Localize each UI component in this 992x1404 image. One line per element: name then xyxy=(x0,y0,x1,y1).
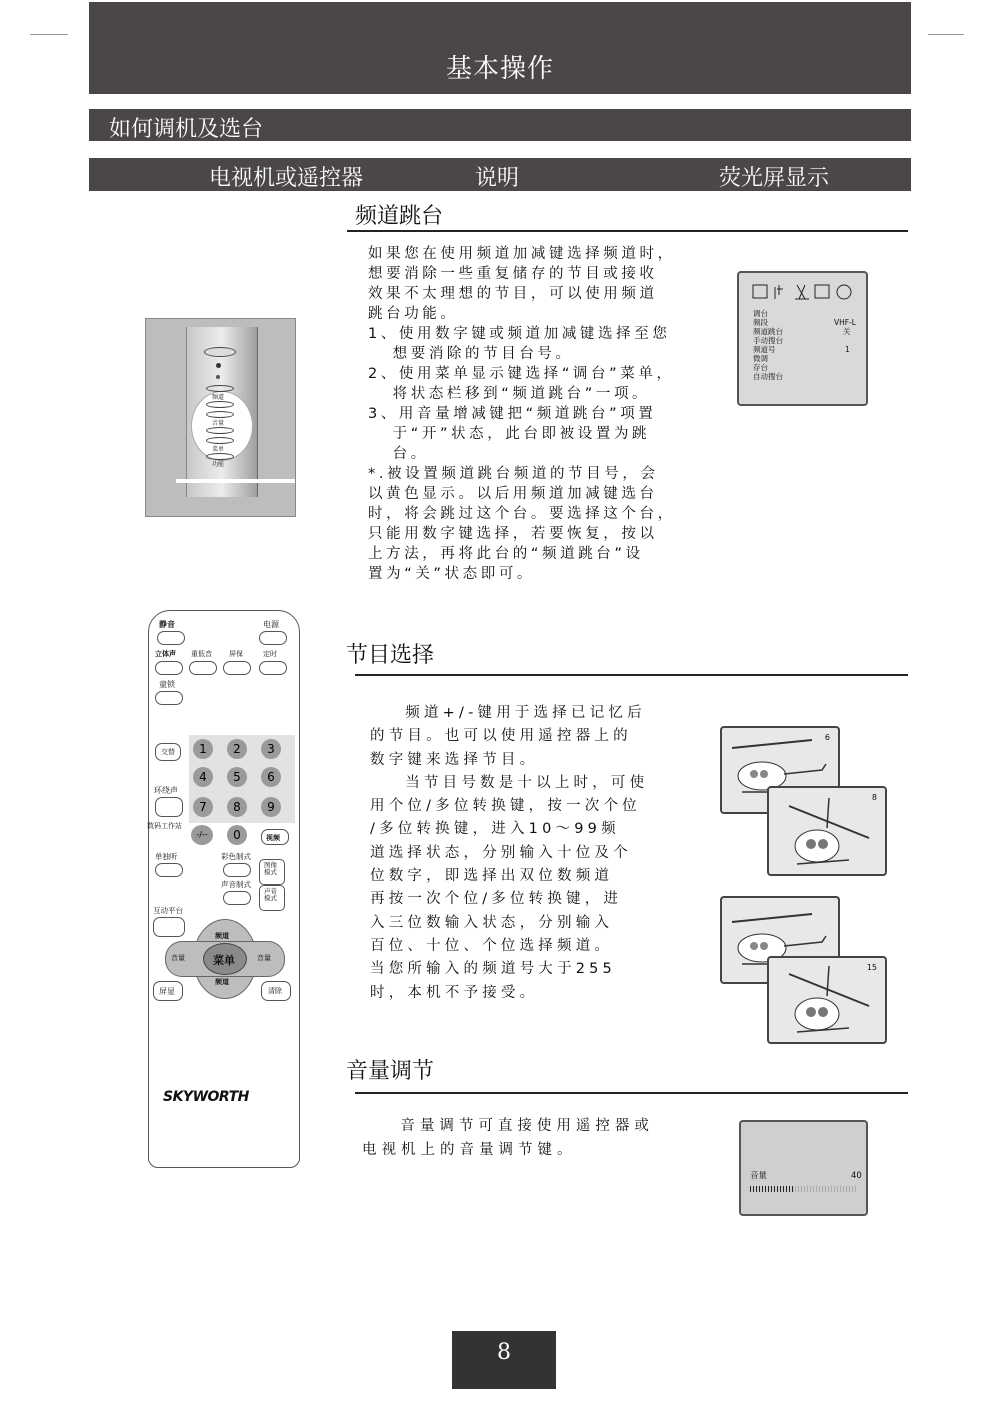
channel-up-button[interactable]: 频道 xyxy=(215,932,229,940)
mute-label: 静音 xyxy=(159,620,175,629)
tuning-menu-osd xyxy=(737,271,868,406)
channel-skip-title: 频道跳台 xyxy=(355,204,444,229)
channel-number: 6 xyxy=(824,733,830,742)
digit-9-button[interactable]: 9 xyxy=(261,797,281,817)
remote-control xyxy=(148,610,300,1168)
clock-icon xyxy=(837,285,851,299)
channel-down-button[interactable]: 频道 xyxy=(215,978,229,986)
color-system-button[interactable] xyxy=(223,863,251,877)
digit-6-button[interactable]: 6 xyxy=(261,767,281,787)
surround-button[interactable] xyxy=(155,797,183,817)
display-button[interactable] xyxy=(153,981,183,1001)
bass-label: 重低音 xyxy=(191,650,212,658)
crop-mark-right xyxy=(928,34,964,35)
section-title: 如何调机及选台 xyxy=(109,117,264,142)
digit-5-button[interactable]: 5 xyxy=(227,767,247,787)
tv-icon xyxy=(753,285,767,298)
picture-icon xyxy=(815,285,829,298)
helicopter-image xyxy=(769,788,885,874)
channel-number: 8 xyxy=(871,793,877,802)
timer-button[interactable] xyxy=(259,661,287,675)
program-select-rule xyxy=(355,674,908,676)
crop-mark-left xyxy=(30,34,68,35)
column-header-description: 说明 xyxy=(475,166,520,191)
column-header-device: 电视机或遥控器 xyxy=(209,166,364,191)
display-label: 屏显 xyxy=(159,987,175,996)
panel-label-function: 功能 xyxy=(212,461,225,468)
digit-7-button[interactable]: 7 xyxy=(193,797,213,817)
channel-skip-rule xyxy=(347,230,908,232)
picture-mode-label: 图像模式 xyxy=(264,861,277,876)
child-lock-label: 童锁 xyxy=(159,680,175,689)
digit-8-button[interactable]: 8 xyxy=(227,797,247,817)
osd-menu-item: 频道号 xyxy=(753,345,776,354)
osd-icon-row xyxy=(751,281,856,303)
swap-button[interactable] xyxy=(155,743,181,761)
volume-down-button[interactable]: 音量 xyxy=(171,954,185,962)
stereo-label: 立体声 xyxy=(155,650,176,658)
power-label: 电源 xyxy=(263,620,279,629)
volume-title: 音量调节 xyxy=(346,1059,435,1084)
sound-mode-label: 声音模式 xyxy=(264,887,277,902)
video-button[interactable] xyxy=(261,829,289,845)
digit-2-button[interactable]: 2 xyxy=(227,739,247,759)
color-system-label: 彩色制式 xyxy=(221,852,251,861)
osd-menu-item: 调台 xyxy=(753,309,768,318)
osd-menu-item: 频段 xyxy=(753,318,768,327)
osd-menu-item: 频道跳台 xyxy=(753,327,783,336)
mute-button[interactable] xyxy=(157,631,185,645)
volume-level-fill xyxy=(750,1186,793,1192)
volume-up-button[interactable]: 音量 xyxy=(257,954,271,962)
stereo-button[interactable] xyxy=(155,661,183,675)
osd-band-value: VHF-L xyxy=(834,318,856,327)
page-title: 基本操作 xyxy=(445,54,554,84)
sound-system-button[interactable] xyxy=(223,891,251,905)
sound-icon xyxy=(775,285,783,299)
section-bar xyxy=(89,109,911,141)
panel-label-channel: 频道 xyxy=(212,394,225,401)
program-select-title: 节目选择 xyxy=(346,643,435,668)
single-listen-label: 单独听 xyxy=(155,852,178,861)
picture-mode-button[interactable] xyxy=(259,859,285,885)
page-number-box xyxy=(452,1331,556,1389)
timer-label: 定时 xyxy=(263,650,277,658)
digit-1-button[interactable]: 1 xyxy=(193,739,213,759)
swap-label: 交替 xyxy=(161,748,175,756)
panel-label-menu: 菜单 xyxy=(212,446,225,453)
column-header-bar xyxy=(89,158,911,191)
antenna-icon xyxy=(795,285,809,299)
screensaver-label: 屏保 xyxy=(229,650,243,658)
program-select-text: 频道+/-键用于选择已记忆后 的节目。也可以使用遥控器上的 数字键来选择节目。 当节目号数是十以上时，可使 用个位/多位转换键，按一次个位 /多位转换键，进入10～99频 道选择状态，分别输入十位及个 位数字，即选择出双位数频道 再按一次个位/多位转换键，进 入三位数输入状态，分别输入 百位、十位、个位选择频道。 当您所输入的频道号大于255 时，本机不予接受。 xyxy=(370,705,649,1001)
volume-osd xyxy=(739,1120,868,1216)
sound-mode-button[interactable] xyxy=(259,885,285,911)
osd-menu-item: 手动搜台 xyxy=(753,336,783,345)
volume-level-bar xyxy=(750,1186,858,1192)
child-lock-button[interactable] xyxy=(155,691,183,705)
osd-menu-item: 自动搜台 xyxy=(753,372,783,381)
digit-toggle-button[interactable]: -/-- xyxy=(191,825,213,845)
digital-station-label: 数码工作站 xyxy=(147,822,182,830)
osd-skip-value: 关 xyxy=(843,327,851,336)
digit-4-button[interactable]: 4 xyxy=(193,767,213,787)
volume-osd-value: 40 xyxy=(851,1171,862,1181)
osd-menu-item: 微调 xyxy=(753,354,768,363)
column-header-screen: 荧光屏显示 xyxy=(719,166,830,191)
menu-button[interactable]: 菜单 xyxy=(213,954,235,967)
bass-button[interactable] xyxy=(189,661,217,675)
tv-screen-15 xyxy=(767,956,887,1044)
screensaver-button[interactable] xyxy=(223,661,251,675)
tv-panel-illustration xyxy=(145,318,296,517)
title-bar xyxy=(89,2,911,94)
volume-rule xyxy=(355,1092,908,1094)
single-listen-button[interactable] xyxy=(155,863,183,877)
osd-channel-value: 1 xyxy=(845,345,850,354)
clear-button[interactable] xyxy=(261,981,291,1001)
sound-system-label: 声音制式 xyxy=(221,880,251,889)
tv-screen-8 xyxy=(767,786,887,876)
power-button[interactable] xyxy=(259,631,287,645)
channel-skip-text: 如果您在使用频道加减键选择频道时， 想要消除一些重复储存的节目或接收 效果不太理想的节目，可以使用频道 跳台功能。 1、使用数字键或频道加减键选择至您 想要消除的节目台号。 2、使用菜单显示键选择“调台”菜单， 将状态栏移到“频道跳台”一项。 3、用音量增减键把“频道跳台”项置 于“开”状态，此台即被设置为跳 台。 *.被设置频道跳台频道的节目号，会 以黄色显示。以后用频道加减键选台 时，将会跳过这个台。要选择这个台， 只能用数字键选择，若要恢复，按以 上方法，再将此台的“频道跳台”设 置为“关”状态即可。 xyxy=(368,246,676,582)
volume-osd-label: 音量 xyxy=(750,1171,768,1181)
digit-0-button[interactable]: 0 xyxy=(227,825,247,845)
panel-label-volume: 音量 xyxy=(212,420,225,427)
clear-label: 清除 xyxy=(268,987,282,995)
volume-text: 音量调节可直接使用遥控器或 电视机上的音量调节键。 xyxy=(362,1118,654,1158)
osd-menu-item: 存台 xyxy=(753,363,768,372)
surround-label: 环绕声 xyxy=(154,786,178,795)
video-label: 视频 xyxy=(266,834,280,842)
page-number: 8 xyxy=(497,1340,511,1365)
channel-number: 15 xyxy=(866,963,877,972)
interactive-label: 互动平台 xyxy=(153,906,183,915)
digit-3-button[interactable]: 3 xyxy=(261,739,281,759)
brand-logo: SKYWORTH xyxy=(163,1089,249,1105)
